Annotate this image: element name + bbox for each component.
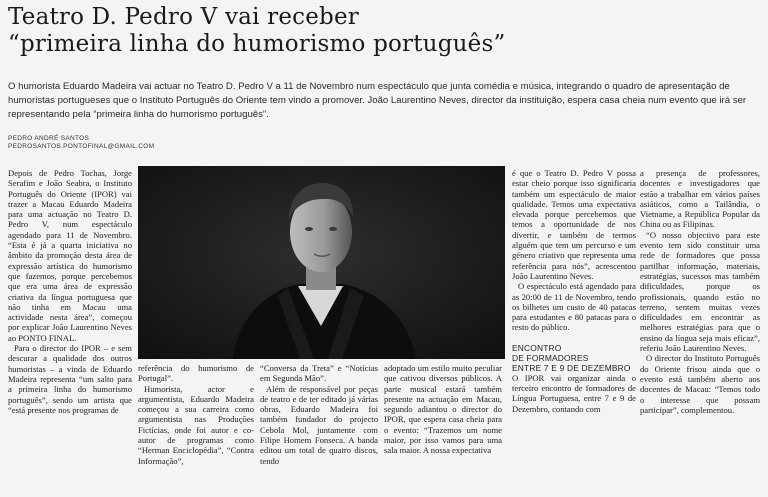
- portrait-photo: [138, 166, 505, 359]
- paragraph: O espectáculo está agendado para as 20:00 de 11 de Novembro, tendo os bilhetes um custo de 40 patacas para estudantes e 80 patacas para o resto do público.: [512, 281, 636, 333]
- paragraph: Depois de Pedro Tochas, Jorge Serafim e João Seabra, o Instituto Português do Oriente (IPOR) vai trazer a Macau Eduardo Madeira para uma actuação no Teatro D. Pedro V, num espectáculo agendado para 11 de Novembro. “Esta é já a quarta iniciativa no âmbito da promoção desta área de expressão artística do humorismo que fazemos, porque percebemos que era uma área de expressão criativa da língua portuguesa que não tinha em Macau uma actividade nesta área”, começou por explicar João Laurentino Neves ao PONTO FINAL.: [8, 168, 132, 343]
- subhead-line: ENTRE 7 E 9 DE DEZEMBRO: [512, 362, 631, 373]
- paragraph: O director do Instituto Português do Oriente frisou ainda que o evento está também aberto aos docentes de Macau: “Temos todo o interesse que possam participar”, complementou.: [640, 353, 760, 415]
- column-5: [512, 168, 636, 414]
- subhead-line: DE FORMADORES: [512, 352, 589, 363]
- paragraph: Além de responsável por peças de teatro e de ter editado já várias obras, Eduardo Madeira foi também fundador do projecto Cebola Mol, juntamente com Filipe Homem Fonseca. A banda editou um total de quatro discos, tendo: [260, 383, 378, 466]
- paragraph: referência do humorismo de Portugal”.: [138, 363, 254, 384]
- column-4: [384, 363, 502, 456]
- column-6: [640, 168, 760, 415]
- byline: [8, 135, 154, 151]
- paragraph: adoptado um estilo muito peculiar que cativou diversos públicos. A parte musical estará também presente na actuação em Macau, segundo adiantou o director do IPOR, que espera casa cheia para o evento: “Trazemos um nome maior, por isso vamos para uma sala maior. A nossa expectativa: [384, 363, 502, 456]
- paragraph: é que o Teatro D. Pedro V possa estar cheio porque isso significaria também um espectáculo de maior qualidade. Temos uma expectativa elevada porque percebemos que temos a oportunidade de nos divertir, e também de termos alguém que tem um percurso e um género criativo que representa uma referência para nós”, acrescentou João Laurentino Neves.: [512, 168, 636, 281]
- paragraph: Para o director do IPOR – e sem descurar a qualidade dos outros humoristas – a vinda de Eduardo Madeira representa “um salto para a primeira linha do humorismo português”, sendo um artista que “está presente nos programas de: [8, 343, 132, 415]
- byline-name: PEDRO ANDRÉ SANTOS: [8, 135, 90, 142]
- paragraph: O IPOR vai organizar ainda o terceiro encontro de formadores de Língua Portuguesa, entre 7 e 9 de Dezembro, contando com: [512, 372, 636, 414]
- paragraph: “O nosso objectivo para este evento tem sido constituir uma rede de formadores que possa partilhar informação, materiais, estratégias, sucessos mas também dificuldades, porque os profissionais, quando estão no terreno, sentem muitas vezes dificuldades em encontrar as melhores estratégias para que o ensino da língua seja mais eficaz”, referiu João Laurentino Neves.: [640, 229, 760, 354]
- paragraph: a presença de professores, docentes e investigadores que estão a trabalhar em vários países asiáticos, como a Tailândia, o Vietname, a República Popular da China ou as Filipinas.: [640, 168, 760, 230]
- column-1: [8, 168, 132, 415]
- paragraph: “Conversa da Treta” e “Notícias em Segunda Mão”.: [260, 363, 378, 384]
- headline-line-1: Teatro D. Pedro V vai receber: [8, 4, 359, 30]
- column-2: [138, 363, 254, 466]
- article-lead: O humorista Eduardo Madeira vai actuar no Teatro D. Pedro V a 11 de Novembro num espectáculo que junta comédia e música, integrando o quadro de apresentação de humoristas portugueses que o Instituto Português do Oriente tem vindo a promover. João Laurentino Neves, director da instituição, espera casa cheia num evento que irá ser representando pela “primeira linha do humorismo português”.: [8, 81, 747, 120]
- portrait-image: [138, 166, 505, 359]
- article-headline: [8, 4, 708, 58]
- subhead-line: ENCONTRO: [512, 342, 562, 353]
- headline-line-2: “primeira linha do humorismo português”: [8, 31, 506, 57]
- paragraph: Humorista, actor e argumentista, Eduardo Madeira começou a sua carreira como argumentista nas Produções Fictícias, onde foi autor e co-autor de programas como “Herman Enciclopédia”, “Contra Informação”,: [138, 383, 254, 466]
- column-3: [260, 363, 378, 466]
- byline-email: PEDROSANTOS.PONTOFINAL@GMAIL.COM: [8, 143, 155, 150]
- section-subheading: [512, 343, 636, 373]
